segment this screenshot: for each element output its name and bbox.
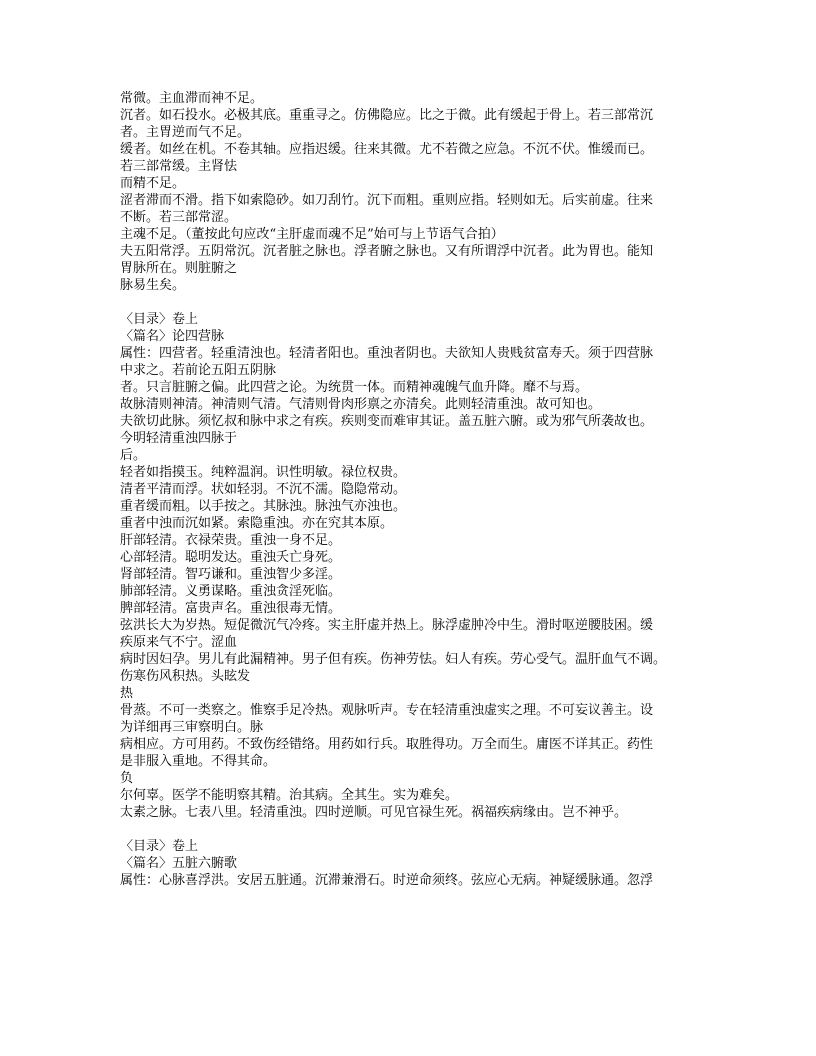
blank-line bbox=[120, 821, 700, 838]
text-line: 故脉清则神清。神清则气清。气清则骨肉形禀之亦清矣。此则轻清重浊。故可知也。 bbox=[120, 397, 602, 412]
text-line: 心部轻清。聪明发达。重浊夭亡身死。 bbox=[120, 550, 342, 565]
text-line: 属性：心脉喜浮洪。安居五脏通。沉滞兼滑石。时逆命须终。弦应心无病。神疑缓脉通。忽浮 bbox=[120, 873, 654, 888]
text-line: 病相应。方可用药。不致伤经错络。用药如行兵。取胜得功。万全而生。庸医不详其正。药性 bbox=[120, 737, 654, 752]
text-line: 缓者。如丝在机。不卷其轴。应指迟缓。往来其微。尤不若微之应急。不沉不伏。惟缓而已。 bbox=[120, 142, 654, 157]
text-line: 沉者。如石投水。必极其底。重重寻之。仿佛隐应。比之于微。此有缓起于骨上。若三部常沉 bbox=[120, 108, 654, 123]
text-line: 者。只言脏腑之偏。此四营之论。为统贯一体。而精神魂魄气血升降。靡不与焉。 bbox=[120, 380, 589, 395]
text-line: 〈目录〉卷上 bbox=[120, 839, 199, 854]
text-line: 尔何辜。医学不能明察其精。治其病。全其生。实为难矣。 bbox=[120, 788, 459, 803]
text-line: 夫欲切此脉。须忆叔和脉中求之有疾。疾则变而难审其证。盖五脏六腑。或为邪气所袭故也。 bbox=[120, 414, 654, 429]
text-line: 疾原来气不宁。涩血 bbox=[120, 635, 238, 650]
text-line: 脉易生矣。 bbox=[120, 278, 186, 293]
text-line: 后。 bbox=[120, 448, 147, 463]
text-line: 重者中浊而沉如紧。索隐重浊。亦在究其本原。 bbox=[120, 516, 394, 531]
text-line: 常微。主血滞而神不足。 bbox=[120, 91, 264, 106]
text-line: 清者平清而浮。状如轻羽。不沉不濡。隐隐常动。 bbox=[120, 482, 407, 497]
text-line: 属性：四营者。轻重清浊也。轻清者阳也。重浊者阴也。夫欲知人贵贱贫富寿夭。须于四营脉 bbox=[120, 346, 654, 361]
text-line: 负 bbox=[120, 771, 134, 786]
text-line: 〈目录〉卷上 bbox=[120, 312, 199, 327]
text-line: 肝部轻清。衣禄荣贵。重浊一身不足。 bbox=[120, 533, 342, 548]
text-line: 肺部轻清。义勇谋略。重浊贪淫死临。 bbox=[120, 584, 342, 599]
text-line: 夫五阳常浮。五阴常沉。沉者脏之脉也。浮者腑之脉也。又有所谓浮中沉者。此为胃也。能知 bbox=[120, 244, 654, 259]
text-line: 胃脉所在。则脏腑之 bbox=[120, 261, 238, 276]
text-line: 热 bbox=[120, 686, 134, 701]
text-line: 者。主胃逆而气不足。 bbox=[120, 125, 251, 140]
text-line: 为详细再三审察明白。脉 bbox=[120, 720, 264, 735]
text-line: 脾部轻清。富贵声名。重浊很毒无情。 bbox=[120, 601, 342, 616]
text-line: 重者缓而粗。以手按之。其脉浊。脉浊气亦浊也。 bbox=[120, 499, 407, 514]
text-line: 〈篇名〉五脏六腑歌 bbox=[120, 856, 238, 871]
text-line: 太素之脉。七表八里。轻清重浊。四时逆顺。可见官禄生死。祸福疾病缘由。岂不神乎。 bbox=[120, 805, 628, 820]
text-line: 是非服入重地。不得其命。 bbox=[120, 754, 277, 769]
text-line: 病时因妇孕。男儿有此漏精神。男子但有疾。伤神劳怯。妇人有疾。劳心受气。温肝血气不调。 bbox=[120, 652, 667, 667]
text-line: 弦洪长大为岁热。短促微沉气冷疼。实主肝虚并热上。脉浮虚肿冷中生。滑时呕逆腰肢困。缓 bbox=[120, 618, 654, 633]
text-line: 涩者滞而不滑。指下如索隐砂。如刀刮竹。沉下而粗。重则应指。轻则如无。后实前虚。往来 bbox=[120, 193, 654, 208]
text-line: 不断。若三部常涩。 bbox=[120, 210, 238, 225]
text-line: 骨蒸。不可一类察之。惟察手足冷热。观脉听声。专在轻清重浊虚实之理。不可妄议善主。设 bbox=[120, 703, 654, 718]
text-line: 中求之。若前论五阳五阴脉 bbox=[120, 363, 277, 378]
text-line: 若三部常缓。主肾怯 bbox=[120, 159, 238, 174]
text-line: 〈篇名〉论四营脉 bbox=[120, 329, 225, 344]
text-line: 而精不足。 bbox=[120, 176, 186, 191]
text-line: 轻者如指摸玉。纯粹温润。识性明敏。禄位权贵。 bbox=[120, 465, 407, 480]
blank-line bbox=[120, 294, 700, 311]
text-line: 伤寒伤风积热。头眩发 bbox=[120, 669, 251, 684]
text-line: 主魂不足。（董按此句应改“主肝虚而魂不足”始可与上节语气合拍） bbox=[120, 227, 504, 242]
text-line: 肾部轻清。智巧谦和。重浊智少多淫。 bbox=[120, 567, 342, 582]
text-line: 今明轻清重浊四脉于 bbox=[120, 431, 238, 446]
document-page bbox=[120, 90, 700, 889]
